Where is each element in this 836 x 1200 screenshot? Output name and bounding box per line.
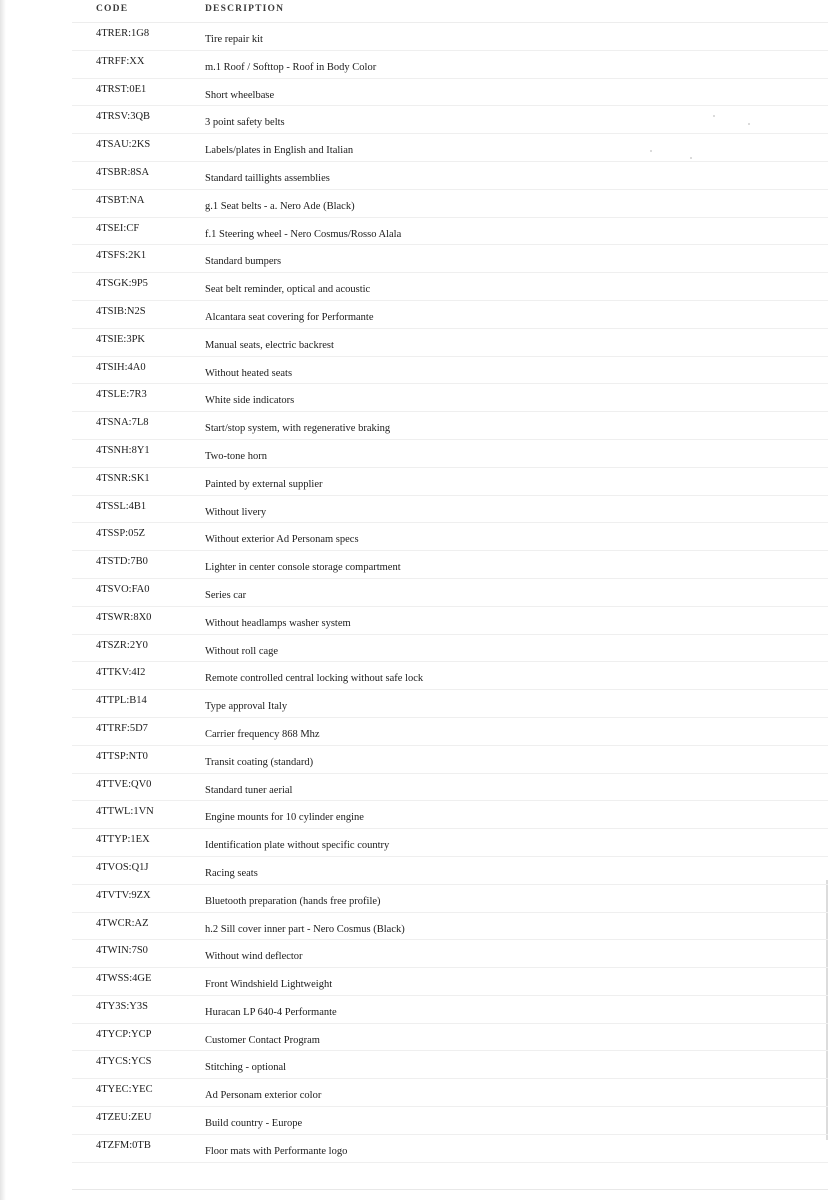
option-code: 4TSIB:N2S xyxy=(96,305,146,317)
option-code: 4TTKV:4I2 xyxy=(96,667,146,679)
table-row xyxy=(72,1079,828,1107)
option-code: 4TTSP:NT0 xyxy=(96,750,148,762)
table-row xyxy=(72,913,828,941)
option-code: 4TTRF:5D7 xyxy=(96,722,148,734)
option-code: 4TWCR:AZ xyxy=(96,917,149,929)
table-row xyxy=(72,662,828,690)
option-description: 3 point safety belts xyxy=(205,117,285,129)
table-row xyxy=(72,496,828,524)
option-code: 4TRST:0E1 xyxy=(96,83,147,95)
option-description: Type approval Italy xyxy=(205,701,288,713)
table-row xyxy=(72,635,828,663)
table-row xyxy=(72,440,828,468)
option-description: Two-tone horn xyxy=(205,450,267,462)
option-code: 4TWIN:7S0 xyxy=(96,945,148,957)
option-code: 4TSLE:7R3 xyxy=(96,389,147,401)
option-description: Without heated seats xyxy=(205,367,293,379)
option-description: Transit coating (standard) xyxy=(205,756,314,768)
option-code: 4TTYP:1EX xyxy=(96,834,150,846)
option-code: 4TTWL:1VN xyxy=(96,806,154,818)
option-code: 4TSBT:NA xyxy=(96,194,145,206)
table-row xyxy=(72,1024,828,1052)
option-description: Labels/plates in English and Italian xyxy=(205,145,354,157)
option-description: Alcantara seat covering for Performante xyxy=(205,311,374,323)
option-description: h.2 Sill cover inner part - Nero Cosmus (Black) xyxy=(205,923,405,935)
option-code: 4TSIH:4A0 xyxy=(96,361,146,373)
option-description: Without livery xyxy=(205,506,267,518)
table-row xyxy=(72,329,828,357)
table-row xyxy=(72,245,828,273)
table-row xyxy=(72,106,828,134)
column-header-description: DESCRIPTION xyxy=(205,4,285,14)
option-description: Carrier frequency 868 Mhz xyxy=(205,728,320,740)
option-code: 4TSFS:2K1 xyxy=(96,250,147,262)
option-code: 4TSWR:8X0 xyxy=(96,611,152,623)
option-description: Customer Contact Program xyxy=(205,1034,320,1046)
option-description: m.1 Roof / Softtop - Roof in Body Color xyxy=(205,61,377,73)
table-row xyxy=(72,218,828,246)
option-code: 4TVTV:9ZX xyxy=(96,889,151,901)
option-description: Standard taillights assemblies xyxy=(205,172,330,184)
option-code: 4TSTD:7B0 xyxy=(96,556,148,568)
page-shadow-left xyxy=(0,0,6,1200)
table-header xyxy=(72,0,828,23)
option-codes-table xyxy=(72,0,828,1190)
option-code: 4TSSP:05Z xyxy=(96,528,146,540)
option-description: Huracan LP 640-4 Performante xyxy=(205,1006,337,1018)
table-row xyxy=(72,551,828,579)
option-code: 4TYCP:YCP xyxy=(96,1028,152,1040)
option-code: 4TSNH:8Y1 xyxy=(96,444,150,456)
option-code: 4TSNR:SK1 xyxy=(96,472,150,484)
table-row xyxy=(72,79,828,107)
table-row xyxy=(72,301,828,329)
option-code: 4TSNA:7L8 xyxy=(96,417,149,429)
option-description: Start/stop system, with regenerative braking xyxy=(205,423,391,435)
option-description: Without roll cage xyxy=(205,645,279,657)
option-code: 4TTPL:B14 xyxy=(96,695,147,707)
table-row xyxy=(72,273,828,301)
table-row xyxy=(72,885,828,913)
option-description: Stitching - optional xyxy=(205,1062,287,1074)
table-row xyxy=(72,1135,828,1163)
table-row xyxy=(72,412,828,440)
option-description: Engine mounts for 10 cylinder engine xyxy=(205,812,364,824)
table-row xyxy=(72,968,828,996)
table-row xyxy=(72,801,828,829)
option-description: Bluetooth preparation (hands free profile) xyxy=(205,895,381,907)
option-description: Without exterior Ad Personam specs xyxy=(205,534,359,546)
table-row xyxy=(72,190,828,218)
table-row xyxy=(72,1051,828,1079)
table-row xyxy=(72,1107,828,1135)
table-row xyxy=(72,468,828,496)
option-description: g.1 Seat belts - a. Nero Ade (Black) xyxy=(205,200,355,212)
table-row xyxy=(72,690,828,718)
option-code: 4TWSS:4GE xyxy=(96,973,152,985)
option-description: Front Windshield Lightweight xyxy=(205,979,333,991)
option-description: Seat belt reminder, optical and acoustic xyxy=(205,284,371,296)
option-code: 4TSBR:8SA xyxy=(96,166,150,178)
option-description: Without wind deflector xyxy=(205,951,303,963)
option-description: Floor mats with Performante logo xyxy=(205,1145,348,1157)
table-row xyxy=(72,996,828,1024)
option-code: 4TSIE:3PK xyxy=(96,333,146,345)
option-description: Painted by external supplier xyxy=(205,478,323,490)
option-description: Standard tuner aerial xyxy=(205,784,293,796)
option-code: 4TZFM:0TB xyxy=(96,1139,151,1151)
option-description: Build country - Europe xyxy=(205,1118,303,1130)
option-description: Short wheelbase xyxy=(205,89,275,101)
option-code: 4TZEU:ZEU xyxy=(96,1112,152,1124)
option-code: 4TRSV:3QB xyxy=(96,111,151,123)
option-description: Identification plate without specific country xyxy=(205,840,390,852)
option-code: 4TSSL:4B1 xyxy=(96,500,147,512)
table-row xyxy=(72,134,828,162)
option-description: Standard bumpers xyxy=(205,256,282,268)
option-code: 4TSAU:2KS xyxy=(96,139,151,151)
option-code: 4TRFF:XX xyxy=(96,55,145,67)
option-description: Tire repair kit xyxy=(205,34,263,45)
table-body xyxy=(72,23,828,1163)
option-code: 4TRER:1G8 xyxy=(96,28,150,39)
option-code: 4TSVO:FA0 xyxy=(96,583,150,595)
table-row xyxy=(72,829,828,857)
table-row xyxy=(72,357,828,385)
option-description: Series car xyxy=(205,589,247,601)
option-description: Without headlamps washer system xyxy=(205,617,351,629)
column-header-code: CODE xyxy=(96,4,129,14)
option-code: 4TTVE:QV0 xyxy=(96,778,152,790)
option-description: f.1 Steering wheel - Nero Cosmus/Rosso Alala xyxy=(205,228,402,240)
option-description: Remote controlled central locking without safe lock xyxy=(205,673,424,685)
option-description: Racing seats xyxy=(205,867,258,879)
option-code: 4TSGK:9P5 xyxy=(96,278,148,290)
table-bottom-rule xyxy=(72,1163,828,1190)
option-code: 4TVOS:Q1J xyxy=(96,861,149,873)
table-row xyxy=(72,523,828,551)
table-row xyxy=(72,162,828,190)
option-description: Ad Personam exterior color xyxy=(205,1090,322,1102)
table-row xyxy=(72,718,828,746)
table-row xyxy=(72,607,828,635)
table-row xyxy=(72,384,828,412)
table-row xyxy=(72,857,828,885)
table-row xyxy=(72,579,828,607)
table-row xyxy=(72,940,828,968)
table-row xyxy=(72,774,828,802)
option-code: 4TYEC:YEC xyxy=(96,1084,153,1096)
option-code: 4TY3S:Y3S xyxy=(96,1000,148,1012)
option-code: 4TSEI:CF xyxy=(96,222,140,234)
option-code: 4TSZR:2Y0 xyxy=(96,639,148,651)
option-description: Lighter in center console storage compartment xyxy=(205,562,401,574)
option-description: White side indicators xyxy=(205,395,295,407)
table-row xyxy=(72,51,828,79)
option-description: Manual seats, electric backrest xyxy=(205,339,334,351)
table-row xyxy=(72,23,828,51)
table-row xyxy=(72,746,828,774)
option-code: 4TYCS:YCS xyxy=(96,1056,152,1068)
